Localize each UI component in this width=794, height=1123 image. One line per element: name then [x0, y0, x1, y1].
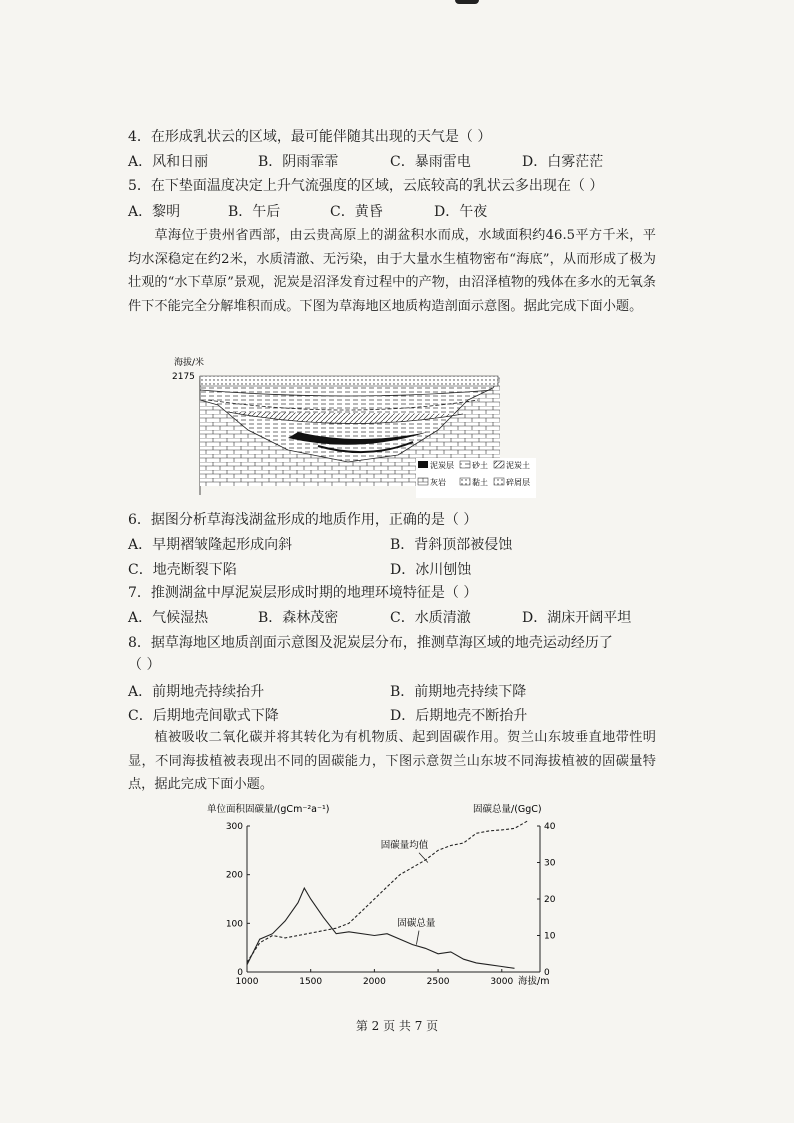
section-ylabel: 海拔/米	[174, 358, 205, 368]
page-footer: 第 2 页 共 7 页	[355, 1019, 439, 1033]
q7-option-a: A．气候湿热	[128, 610, 209, 626]
q8-option-d: D．后期地壳不断抬升	[390, 708, 528, 724]
legend-limestone: 灰岩	[430, 478, 446, 487]
legend-debris: 碎屑层	[506, 478, 530, 487]
y-tick-label: 0	[237, 968, 243, 978]
carbon-sequestration-chart	[205, 800, 580, 995]
annotation-mean-pointer	[419, 853, 428, 863]
legend-peat-soil: 泥炭土	[506, 461, 530, 470]
q5-option-d: D．午夜	[434, 204, 488, 220]
x-tick-label: 1500	[299, 977, 323, 987]
y2-tick-label: 10	[544, 931, 556, 942]
series-line-total	[247, 888, 515, 968]
y-axis-label: 单位面积固碳量/(gCm⁻²a⁻¹)	[207, 804, 330, 815]
x-tick-label: 1000	[235, 977, 259, 987]
passage-helanshan: 植被吸收二氧化碳并将其转化为有机物质、起到固碳作用。贺兰山东坡垂直地带性明显，不同海拔植被表现出不同的固碳能力，下图示意贺兰山东坡不同海拔植被的固碳量特点，据此完成下面小题。	[128, 730, 656, 792]
q4-option-d: D．白雾茫茫	[522, 154, 604, 170]
q7-option-c: C．水质清澈	[390, 610, 471, 626]
q8-option-b: B．前期地壳持续下降	[390, 684, 527, 700]
q4-option-c: C．暴雨雷电	[390, 154, 471, 170]
q8-stem: 8．据草海地区地质剖面示意图及泥炭层分布，推测草海区域的地壳运动经历了	[128, 635, 613, 651]
q4-option-a: A．风和日丽	[128, 154, 209, 170]
q5-option-c: C．黄昏	[330, 204, 383, 220]
q8-option-a: A．前期地壳持续抬升	[128, 684, 265, 700]
annotation-total: 固碳总量	[397, 917, 436, 929]
q6-option-c: C．地壳断裂下陷	[128, 562, 237, 578]
q5-stem: 5．在下垫面温度决定上升气流强度的区域，云底较高的乳状云多出现在（ ）	[128, 178, 604, 194]
q7-option-b: B．森林茂密	[258, 610, 339, 626]
y-tick-label: 300	[225, 822, 243, 832]
scan-mark	[455, 0, 479, 4]
x-axis-label: 海拔/m	[518, 976, 550, 987]
geologic-section-figure	[168, 350, 538, 500]
q7-stem: 7．推测湖盆中厚泥炭层形成时期的地理环境特征是（ ）	[128, 585, 478, 601]
q4-option-b: B．阴雨霏霏	[258, 154, 339, 170]
q6-stem: 6．据图分析草海浅湖盆形成的地质作用，正确的是（ ）	[128, 512, 478, 528]
y2-axis-label: 固碳总量/(GgC)	[473, 804, 542, 815]
q4-stem: 4．在形成乳状云的区域，最可能伴随其出现的天气是（ ）	[128, 129, 492, 145]
legend-peat: 泥炭层	[430, 461, 454, 470]
annotation-total-pointer	[416, 931, 419, 945]
q6-option-a: A．早期褶皱隆起形成向斜	[128, 537, 293, 553]
y-tick-label: 100	[225, 919, 243, 930]
legend-sand: 砂土	[472, 461, 488, 470]
y2-tick-label: 30	[544, 858, 556, 869]
y2-tick-label: 0	[544, 968, 550, 978]
x-tick-label: 2500	[426, 977, 450, 987]
q6-option-b: B．背斜顶部被侵蚀	[390, 537, 513, 553]
annotation-mean: 固碳量均值	[380, 839, 429, 851]
y2-tick-label: 40	[544, 822, 556, 832]
q7-option-d: D．湖床开阔平坦	[522, 610, 632, 626]
legend-clay: 黏土	[472, 478, 488, 487]
y2-tick-label: 20	[544, 895, 556, 905]
q5-option-b: B．午后	[228, 204, 281, 220]
q8-stem-paren: （ ）	[128, 657, 161, 673]
y-tick-label: 200	[225, 870, 243, 881]
q8-option-c: C．后期地壳间歇式下降	[128, 708, 279, 724]
x-tick-label: 3000	[490, 977, 514, 987]
passage-caohai: 草海位于贵州省西部，由云贵高原上的湖盆积水而成，水域面积约46.5平方千米，平均水深稳定在约2米，水质清澈、无污染，由于大量水生植物密布“海底”，从而形成了极为壮观的“水下草原”景观，泥炭是沼泽发育过程中的产物，由沼泽植物的残体在多水的无氧条件下不能完全分解堆积而成。下图为草海地区地质构造剖面示意图。据此完成下面小题。	[128, 228, 656, 314]
x-tick-label: 2000	[362, 977, 386, 987]
section-elevation: 2175	[172, 372, 195, 382]
q6-option-d: D．冰川刨蚀	[390, 562, 472, 578]
q5-option-a: A．黎明	[128, 204, 181, 220]
